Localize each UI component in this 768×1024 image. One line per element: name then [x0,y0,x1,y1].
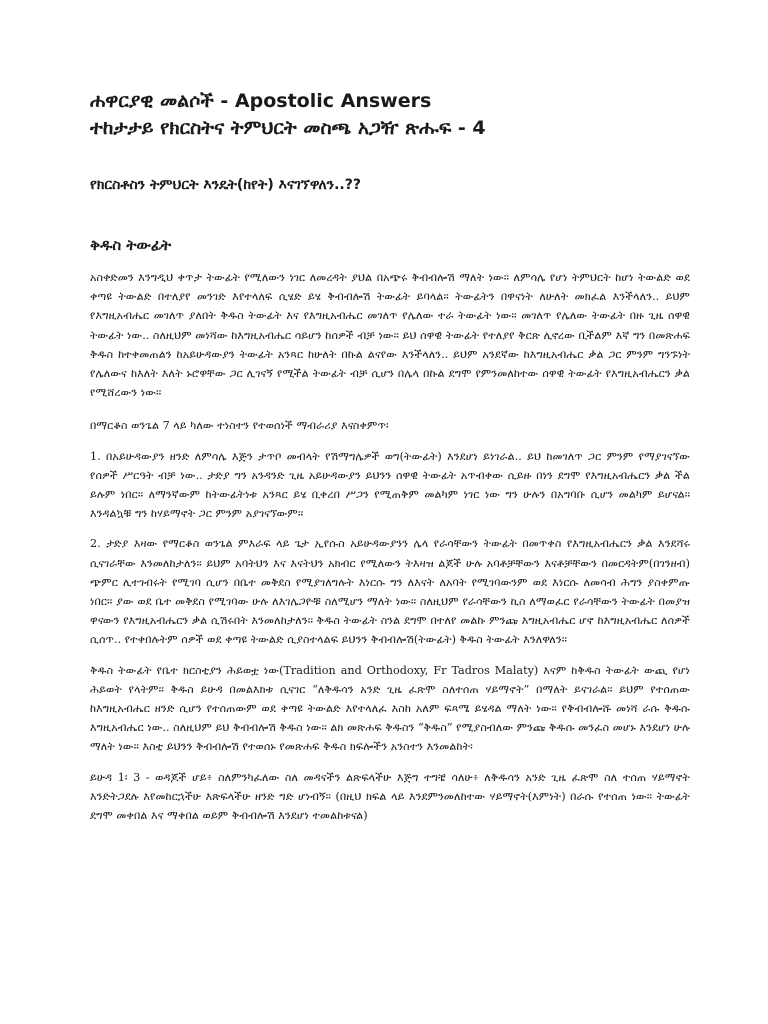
paragraph-point-1: 1. በአይሁዳውያን ዘንድ ለምሳሌ እጅን ታጥቦ መብላት የሽማግሌዎች ወግ(ትውፊት) እንደሆነ ይነገራል.. ይህ ከመገለጥ ጋር ምንም የማያገናኘው የሰዎች ሥርዓት ብቻ ነው.. ታድያ ግን አንዳንድ ጊዜ አይሁዳውያን ይህንን ሰዋዊ ትውፊት አጥብቀው ሲይዙ በነን ደግሞ የእግዚአብሔርን ቃል ችል ይሉም ነበር፡፡ ለማንኛውም ከትውፊትነቱ አንጻር ይሄ ቢቀረበ ሥጋን የሚጠቅም መልካም ነገር ነው ግን ሁሉን በአግባቡ ሲሆን መልካም ይሆናል፡፡ እንዳልኳቹ ግን ከሃይማኖት ጋር ምንም አያገናኘውም፡፡ [90,449,690,521]
document-title-line-1: ሐዋርያዊ መልሶች - Apostolic Answers [90,90,432,112]
paragraph-point-2: 2. ታድያ እዛው የማርቆስ ወንጌል ምእራፍ ላይ ጌታ ኢየሱስ አይሁዳውያንን ሌላ የራሳቸውን ትውፊት በመጥቀስ የእግዚአብሔርን ቃል እንደሻሩ ሲናገራቸው እንመለከታለን፡፡ ይህም አባትህን እና እናትህን አክብር የሚለውን ትእዛዝ ልጆች ሁሉ አባቶቻቸውን እናቶቻቸውን በመርዳትም(በገንዘብ) ጭምር ሊተገብሩት የሚገባ ሲሆን በቤተ መቅደስ የሚያገለግሉት እነርሱ ግን ለእናት ለአባት የሚገባውንም ወደ እነርሱ ለመሳብ ሕግን ያስቀምጡ ነበር፡፡ ያው ወደ ቤተ መቅደስ የሚገባው ሁሉ ለእገሌጋዮቹ ስለሚሆን ማለት ነው፡፡ ስለዚህም የራሳቸውን ኪስ ለማወፈር የራሳቸውን ትውፊት በመያዝ ዋናውን የእግዚአብሔርን ቃል ሲሽሩበት እንመለከታለን፡፡ ቅዱስ ትውፊት ስንል ደግሞ በተለየ መልኩ ምንጩ እግዚአብሔር ሆኖ ከእግዚአብሔር ለሰዎች ሲሰጥ.. የተቀበሉትም ሰዎች ወደ ቀጣዩ ትውልድ ሲያስተላልፍ ይህንን ቅብብሎሽ(ትውፊት) ቅዱስ ትውፊት እንለዋለን፡፡ [90,537,690,647]
document-page [90,88,690,825]
section-heading: ቅዱስ ትውፊት [90,236,172,254]
paragraph-mark-7: በማርቆስ ወንጌል 7 ላይ ካለው ተነስተን የተወሰነች ማብራሪያ እናስቀምጥ፡ [90,419,389,433]
document-title-line-2: ተከታታይ የክርስትና ትምህርት መስጫ አጋዥ ጽሑፍ - 4 [90,117,486,139]
question-heading: የክርስቶስን ትምህርት እንዴት(ከየት) እናገኘዋለን..?? [90,177,361,193]
paragraph-intro: አስቀድመን እንግዲህ ቀጥታ ትውፊት የሚለውን ነገር ለመረዳት ያህል በአጭሩ ቅብብሎሽ ማለት ነው፡፡ ለምሳሌ የሆነ ትምህርት ከሆነ ትውልድ ወደ ቀጣዩ ትውልድ በተለያየ መንገድ እየተላለፍ ሲሄድ ይሄ ቅብብሎሽ ትውፊት ይባላል፡፡ ትውፊትን በዋናነት ለሁለት መክፈል እንችላለን.. ይህም የእግዚአብሔር መገለጥ ያለበት ቅዱስ ትውፊት እና የእግዚአብሔር መገለጥ የሌለው ተራ ትውፊት ነው፡፡ መገለጥ የሌለው ትውፊት በዙ ጊዜ ሰዋዊ ትውፊት ነው.. ስለዚህም መነሻው ከእግዚአብሔር ሳይሆን ከሰዎች ብቻ ነው፡፡ ይህ ሰዋዊ ትውፊት የተለያየ ቅርጽ ሊኖረው ቢችልም እኛ ግን በመጽሐፍ ቅዱስ ከተቀመጠልን ከአይሁዳውያን ትውፊት አንጻር ከሁለት በኩል ልናየው እንችላለን.. ይህም አንደኛው ከእግዚአብሔር ቃል ጋር ምንም ግንኙነት የሌለውና ከእለት እለት ኑሮዋቸው ጋር ሊገናኝ የሚችል ትውፊት ብቻ ሲሆን በሌላ በኩል ደግሞ የምንመለከተው ሰዋዊ ትውፊት የእግዚአብሔርን ቃል የሚሸረውን ነው፡፡ [90,271,690,400]
paragraph-jude-1-3: ይሁዳ 1፡ 3 - ወዳጆች ሆይ፥ ስለምንካፈለው ስለ መዳናችን ልጽፍላችሁ እጅግ ተግቼ ሳለሁ፥ ለቅዱሳን አንድ ጊዜ ፈጽሞ ስለ ተሰጠ ሃይማኖት እንድትጋደሉ እየመከርኋችሁ እጽፍላችሁ ዘንድ ግድ ሆነብኝ፡፡ (በዚህ ክፍል ላይ እንደምንመለከተው ሃይማኖት(እምነት) በራሱ የተሰጠ ነው፡፡ ትውፊት ደግሞ መቀበል እና ማቀበል ወይም ቅብብሎሽ እንደሆነ ተመልከቱናል) [90,770,690,823]
paragraph-holy-tradition: ቅዱስ ትውፊት የቤተ ክርስቲያን ሕይወቷ ነው(Tradition and Orthodoxy, Fr Tadros Malaty) እናም ከቅዱስ ትውፊት ውጪ የሆነ ሕይወት የላትም፡፡ ቅዱስ ይሁዳ በመልእክቱ ሲናገር “ለቅዱሳን አንድ ጊዜ ፈጽሞ ስለተሰጠ ሃይማኖት” በማለት ይናገራል፡፡ ይህም የተሰጠው ከእግዚአብሔር ዘንድ ሲሆን የተሰጠውም ወደ ቀጣዩ ትውልድ እየተላለፈ እስከ አለም ፍጻሜ ይሄዳል ማለት ነው፡፡ የቅብብሎሹ መነሻ ራሱ ቅዱሱ እግዚአብሔር ነው.. ስለዚህም ይህ ቅብብሎሽ ቅዱስ ነው፡፡ ልክ መጽሐፍ ቅዱስን “ቅዱስ” የሚያስብለው ምንጩ ቅዱሱ መንፈስ መሆኑ እንደሆነ ሁሉ ማለት ነው፡፡ እስቲ ይህንን ቅብብሎሽ የተወሰኑ የመጽሐፍ ቅዱስ ክፍሎችን አንስተን እንመልከት፡ [90,663,690,754]
